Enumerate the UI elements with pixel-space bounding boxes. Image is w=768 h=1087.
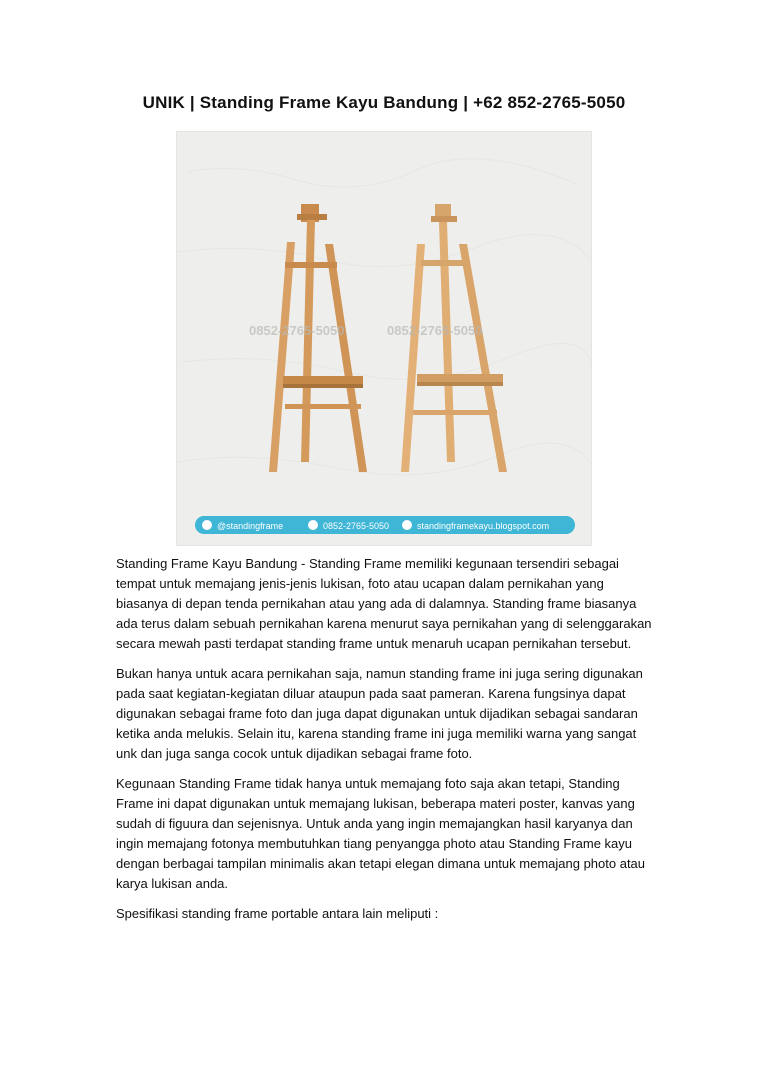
- paragraph: Bukan hanya untuk acara pernikahan saja, namun standing frame ini juga sering digunakan pada saat kegiatan-kegiatan diluar ataupun pada saat pameran. Karena fungsinya dapat digunakan sebagai frame foto dan juga dapat digunakan untuk dijadikan sebagai sandaran ketika anda melukis. Selain itu, karena standing frame ini juga memiliki warna yang sangat unk dan juga sanga cocok untuk dijadikan sebagai frame foto.: [116, 666, 643, 761]
- watermark-right: 0852-2765-5050: [387, 323, 483, 338]
- phone-icon: [308, 520, 318, 530]
- instagram-icon: [202, 520, 212, 530]
- paragraph: Standing Frame Kayu Bandung - Standing Frame memiliki kegunaan tersendiri sebagai tempat untuk memajang jenis-jenis lukisan, foto atau ucapan dalam pernikahan yang biasanya di depan tenda pernikahan atau yang ada di dalamnya. Standing frame biasanya ada terus dalam sebuah pernikahan karena menurut saya pernikahan yang di selenggarakan secara mewah pasti terdapat standing frame untuk menaruh ucapan pernikahan tersebut.: [116, 556, 652, 651]
- watermark-left: 0852-2765-5050: [249, 323, 345, 338]
- blog-icon: [402, 520, 412, 530]
- paragraph: Spesifikasi standing frame portable antara lain meliputi :: [116, 906, 439, 921]
- bar-phone: 0852-2765-5050: [323, 521, 390, 531]
- bar-blog: standingframekayu.blogspot.com: [417, 521, 550, 531]
- paragraph: Kegunaan Standing Frame tidak hanya untuk memajang foto saja akan tetapi, Standing Frame ini dapat digunakan untuk memajang lukisan, beberapa materi poster, kanvas yang sudah di figuura dan sejenisnya. Untuk anda yang ingin memajangkan hasil karyanya dan ingin memajang fotonya membutuhkan tiang penyangga photo atau Standing Frame kayu dengan berbagai tampilan minimalis akan tetapi elegan dimana untuk memajang photo atau karya lukisan anda.: [116, 776, 646, 891]
- document-title: UNIK | Standing Frame Kayu Bandung | +62 852-2765-5050: [142, 93, 626, 112]
- body-text: [116, 554, 656, 934]
- bar-instagram: @standingframe: [217, 521, 284, 531]
- product-photo: [176, 131, 592, 546]
